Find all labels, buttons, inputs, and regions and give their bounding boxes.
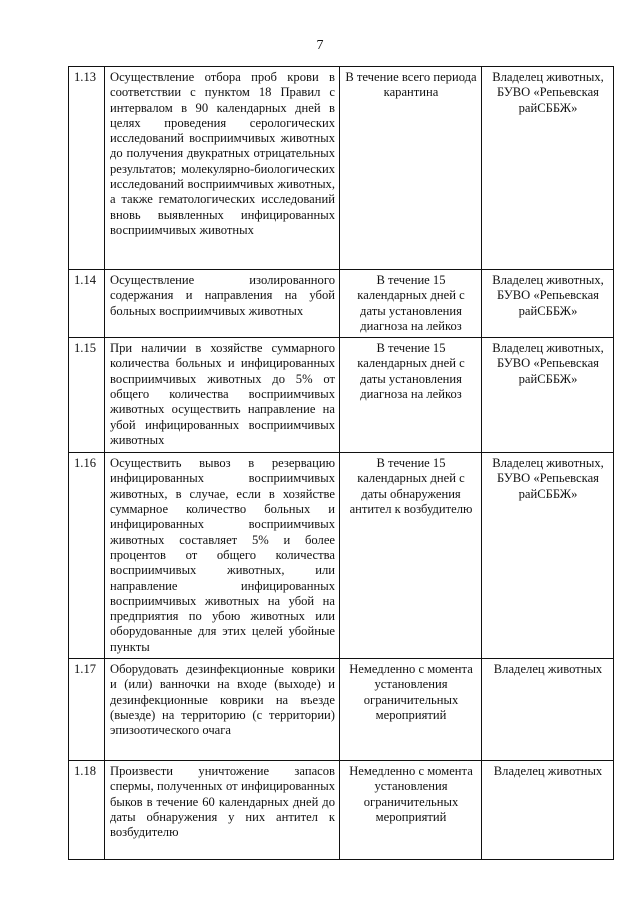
deadline-text: Немедленно с момента установления ограничительных мероприятий (340, 761, 482, 860)
measure-text: Осуществление изолированного содержания и направления на убой больных восприимчивых животных (105, 270, 340, 338)
deadline-text: В течение 15 календарных дней с даты установления диагноза на лейкоз (340, 270, 482, 338)
table-row (69, 761, 614, 860)
table-row (69, 67, 614, 270)
responsible-text: Владелец животных, БУВО «Репьевская райСББЖ» (482, 338, 614, 453)
measure-text: При наличии в хозяйстве суммарного количества больных и инфицированных восприимчивых животных до 5% от общего количества восприимчивых животных осуществить направление на убой инфицированных восприимчивых животных (105, 338, 340, 453)
measure-text: Осуществление отбора проб крови в соответствии с пунктом 18 Правил с интервалом в 90 календарных дней в целях проведения серологических исследований восприимчивых животных до получения двукратных отрицательных результатов; молекулярно-биологических исследований восприимчивых животных, а также гематологических исследований вновь выявленных инфицированных восприимчивых животных (105, 67, 340, 270)
table-row (69, 338, 614, 453)
responsible-text: Владелец животных, БУВО «Репьевская райСББЖ» (482, 67, 614, 270)
table-row (69, 453, 614, 659)
deadline-text: В течение 15 календарных дней с даты установления диагноза на лейкоз (340, 338, 482, 453)
responsible-text: Владелец животных, БУВО «Репьевская райСББЖ» (482, 453, 614, 659)
measure-text: Оборудовать дезинфекционные коврики и (или) ванночки на входе (выходе) и дезинфекционные коврики на въезде (выезде) на территорию (с территории) эпизоотического очага (105, 659, 340, 761)
row-number: 1.17 (69, 659, 105, 761)
row-number: 1.16 (69, 453, 105, 659)
row-number: 1.15 (69, 338, 105, 453)
table-row (69, 270, 614, 338)
responsible-text: Владелец животных (482, 761, 614, 860)
responsible-text: Владелец животных, БУВО «Репьевская райСББЖ» (482, 270, 614, 338)
measure-text: Произвести уничтожение запасов спермы, полученных от инфицированных быков в течение 60 календарных дней до даты обнаружения у них антител к возбудителю (105, 761, 340, 860)
page-number: 7 (316, 38, 324, 53)
measure-text: Осуществить вывоз в резервацию инфицированных восприимчивых животных, в случае, если в хозяйстве суммарное количество больных и инфицированных восприимчивых животных составляет 5% и более процентов от общего количества восприимчивых животных, или направление инфицированных восприимчивых животных на убой на предприятия по убою животных или оборудованные для этих целей убойные пункты (105, 453, 340, 659)
row-number: 1.14 (69, 270, 105, 338)
deadline-text: Немедленно с момента установления ограничительных мероприятий (340, 659, 482, 761)
row-number: 1.18 (69, 761, 105, 860)
row-number: 1.13 (69, 67, 105, 270)
measures-table (68, 66, 614, 860)
deadline-text: В течение всего периода карантина (340, 67, 482, 270)
deadline-text: В течение 15 календарных дней с даты обнаружения антител к возбудителю (340, 453, 482, 659)
table-row (69, 659, 614, 761)
responsible-text: Владелец животных (482, 659, 614, 761)
